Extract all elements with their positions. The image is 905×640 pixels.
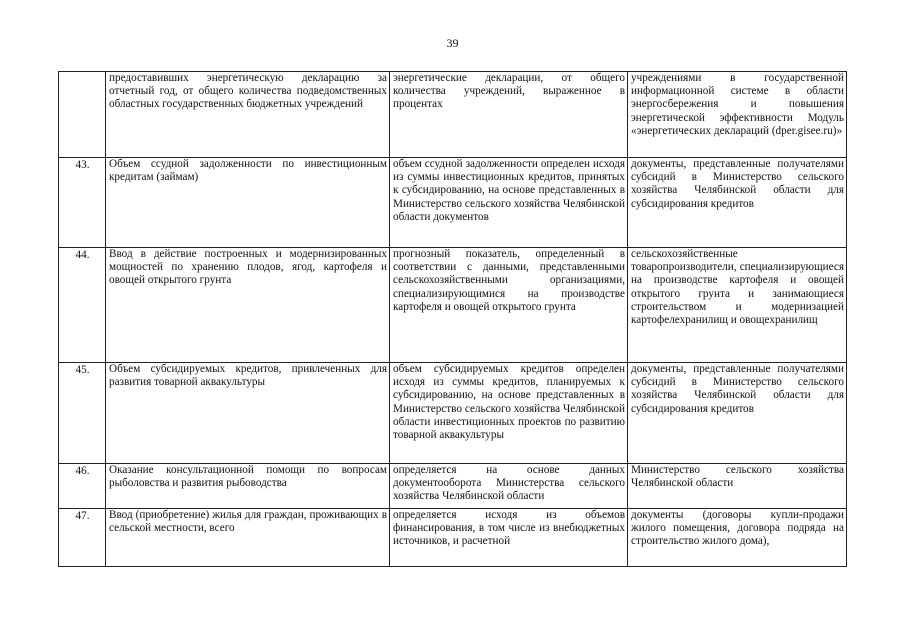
indicator-cell bbox=[106, 72, 390, 158]
source-text: Министерство сельского хозяйства Челябинской области bbox=[631, 464, 844, 490]
indicator-text: Ввод в действие построенных и модернизированных мощностей по хранению плодов, ягод, картофеля и овощей открытого грунта bbox=[109, 248, 387, 287]
page-number: 39 bbox=[446, 36, 459, 50]
indicator-text: Оказание консультационной помощи по вопросам рыболовства и развития рыбоводства bbox=[109, 464, 387, 490]
source-cell bbox=[628, 464, 847, 509]
source-cell bbox=[628, 72, 847, 158]
row-number: 44. bbox=[59, 248, 106, 363]
source-text: документы, представленные получателями субсидий в Министерство сельского хозяйства Челябинской области для субсидирования кредитов bbox=[631, 158, 844, 210]
method-cell bbox=[390, 72, 628, 158]
method-text: прогнозный показатель, определенный в соответствии с данными, представленными сельскохозяйственными организациями, специализирующимися на производстве картофеля и овощей открытого грунта bbox=[393, 248, 625, 313]
row-number bbox=[59, 72, 106, 158]
indicator-cell bbox=[106, 158, 390, 248]
row-number: 47. bbox=[59, 509, 106, 567]
indicator-text: Ввод (приобретение) жилья для граждан, проживающих в сельской местности, всего bbox=[109, 509, 387, 535]
table-row bbox=[59, 509, 847, 567]
indicator-cell bbox=[106, 363, 390, 464]
table-row bbox=[59, 464, 847, 509]
indicators-table bbox=[58, 71, 847, 567]
method-cell bbox=[390, 509, 628, 567]
row-number: 43. bbox=[59, 158, 106, 248]
indicator-text: Объем субсидируемых кредитов, привлеченных для развития товарной аквакультуры bbox=[109, 363, 387, 389]
method-cell bbox=[390, 464, 628, 509]
indicator-cell bbox=[106, 509, 390, 567]
source-text: документы, представленные получателями субсидий в Министерство сельского хозяйства Челябинской области для субсидирования кредитов bbox=[631, 363, 844, 415]
method-cell bbox=[390, 363, 628, 464]
indicator-text: предоставивших энергетическую декларацию за отчетный год, от общего количества подведомственных областных государственных бюджетных учреждений bbox=[109, 72, 387, 111]
method-cell bbox=[390, 248, 628, 363]
method-text: объем субсидируемых кредитов определен исходя из суммы кредитов, планируемых к субсидированию, на основе представленных в Министерство сельского хозяйства Челябинской области инвестиционных проектов по развитию товарной аквакультуры bbox=[393, 363, 625, 442]
indicator-cell bbox=[106, 464, 390, 509]
source-text: документы (договоры купли-продажи жилого помещения, договора подряда на строительство жилого дома), bbox=[631, 509, 844, 548]
method-text: определяется на основе данных документооборота Министерства сельского хозяйства Челябинской области bbox=[393, 464, 625, 503]
table-row bbox=[59, 363, 847, 464]
source-text: учреждениями в государственной информационной системе в области энергосбережения и повышения энергетической эффективности Модуль «энергетических деклараций (dper.gisee.ru)» bbox=[631, 72, 844, 137]
source-cell bbox=[628, 248, 847, 363]
table-row bbox=[59, 248, 847, 363]
source-cell bbox=[628, 363, 847, 464]
method-text: объем ссудной задолженности определен исходя из суммы инвестиционных кредитов, принятых к субсидированию, на основе представленных в Министерство сельского хозяйства Челябинской области документов bbox=[393, 158, 625, 223]
indicator-text: Объем ссудной задолженности по инвестиционным кредитам (займам) bbox=[109, 158, 387, 184]
source-text: сельскохозяйственные товаропроизводители, специализирующиеся на производстве картофеля и овощей открытого грунта и занимающиеся строительством и модернизацией картофелехранилищ и овощехранилищ bbox=[631, 248, 844, 327]
source-cell bbox=[628, 509, 847, 567]
indicator-cell bbox=[106, 248, 390, 363]
method-text: определяется исходя из объемов финансирования, в том числе из внебюджетных источников, и расчетной bbox=[393, 509, 625, 548]
table-row bbox=[59, 72, 847, 158]
method-text: энергетические декларации, от общего количества учреждений, выраженное в процентах bbox=[393, 72, 625, 111]
row-number: 46. bbox=[59, 464, 106, 509]
table-row bbox=[59, 158, 847, 248]
row-number: 45. bbox=[59, 363, 106, 464]
method-cell bbox=[390, 158, 628, 248]
source-cell bbox=[628, 158, 847, 248]
